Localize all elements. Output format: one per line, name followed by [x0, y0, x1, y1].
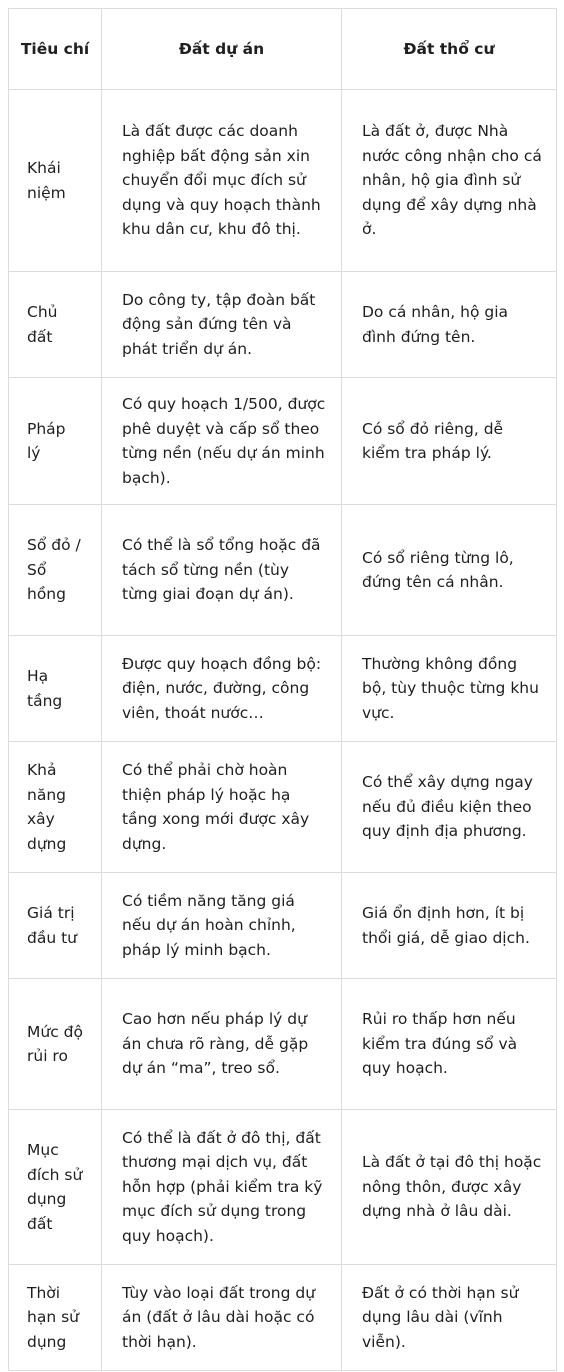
row-residential-land: Là đất ở, được Nhà nước công nhận cho cá nhân, hộ gia đình sử dụng để xây dựng nhà ở.: [342, 90, 557, 272]
row-criterion: Sổ đỏ / Sổ hồng: [9, 505, 102, 636]
table-row: [9, 272, 557, 378]
row-criterion: Khả năng xây dựng: [9, 742, 102, 873]
row-project-land: Có thể là sổ tổng hoặc đã tách sổ từng nền (tùy từng giai đoạn dự án).: [102, 505, 342, 636]
table-row: [9, 636, 557, 742]
row-residential-land: Đất ở có thời hạn sử dụng lâu dài (vĩnh viễn).: [342, 1265, 557, 1371]
row-residential-land: Giá ổn định hơn, ít bị thổi giá, dễ giao dịch.: [342, 873, 557, 979]
row-residential-land: Do cá nhân, hộ gia đình đứng tên.: [342, 272, 557, 378]
row-residential-land: Có sổ đỏ riêng, dễ kiểm tra pháp lý.: [342, 378, 557, 505]
row-criterion: Chủ đất: [9, 272, 102, 378]
row-residential-land: Là đất ở tại đô thị hoặc nông thôn, được xây dựng nhà ở lâu dài.: [342, 1110, 557, 1265]
row-project-land: Tùy vào loại đất trong dự án (đất ở lâu dài hoặc có thời hạn).: [102, 1265, 342, 1371]
row-criterion: Khái niệm: [9, 90, 102, 272]
comparison-table: [8, 8, 557, 1371]
header-project-land: Đất dự án: [102, 9, 342, 90]
row-criterion: Mức độ rủi ro: [9, 979, 102, 1110]
header-criterion: Tiêu chí: [9, 9, 102, 90]
row-residential-land: Thường không đồng bộ, tùy thuộc từng khu vực.: [342, 636, 557, 742]
table-header-row: [9, 9, 557, 90]
table-row: [9, 1110, 557, 1265]
row-criterion: Hạ tầng: [9, 636, 102, 742]
row-project-land: Do công ty, tập đoàn bất động sản đứng tên và phát triển dự án.: [102, 272, 342, 378]
row-criterion: Pháp lý: [9, 378, 102, 505]
row-project-land: Là đất được các doanh nghiệp bất động sản xin chuyển đổi mục đích sử dụng và quy hoạch thành khu dân cư, khu đô thị.: [102, 90, 342, 272]
row-criterion: Mục đích sử dụng đất: [9, 1110, 102, 1265]
row-criterion: Giá trị đầu tư: [9, 873, 102, 979]
table-row: [9, 1265, 557, 1371]
comparison-table-container: [8, 8, 556, 1371]
row-residential-land: Có sổ riêng từng lô, đứng tên cá nhân.: [342, 505, 557, 636]
row-project-land: Có tiềm năng tăng giá nếu dự án hoàn chỉnh, pháp lý minh bạch.: [102, 873, 342, 979]
row-project-land: Có thể là đất ở đô thị, đất thương mại dịch vụ, đất hỗn hợp (phải kiểm tra kỹ mục đích sử dụng trong quy hoạch).: [102, 1110, 342, 1265]
header-residential-land: Đất thổ cư: [342, 9, 557, 90]
table-row: [9, 742, 557, 873]
table-row: [9, 90, 557, 272]
table-row: [9, 979, 557, 1110]
table-row: [9, 873, 557, 979]
row-project-land: Cao hơn nếu pháp lý dự án chưa rõ ràng, dễ gặp dự án “ma”, treo sổ.: [102, 979, 342, 1110]
row-criterion: Thời hạn sử dụng: [9, 1265, 102, 1371]
row-residential-land: Có thể xây dựng ngay nếu đủ điều kiện theo quy định địa phương.: [342, 742, 557, 873]
row-project-land: Có quy hoạch 1/500, được phê duyệt và cấp sổ theo từng nền (nếu dự án minh bạch).: [102, 378, 342, 505]
row-residential-land: Rủi ro thấp hơn nếu kiểm tra đúng sổ và quy hoạch.: [342, 979, 557, 1110]
table-row: [9, 505, 557, 636]
table-row: [9, 378, 557, 505]
row-project-land: Có thể phải chờ hoàn thiện pháp lý hoặc hạ tầng xong mới được xây dựng.: [102, 742, 342, 873]
row-project-land: Được quy hoạch đồng bộ: điện, nước, đường, công viên, thoát nước…: [102, 636, 342, 742]
